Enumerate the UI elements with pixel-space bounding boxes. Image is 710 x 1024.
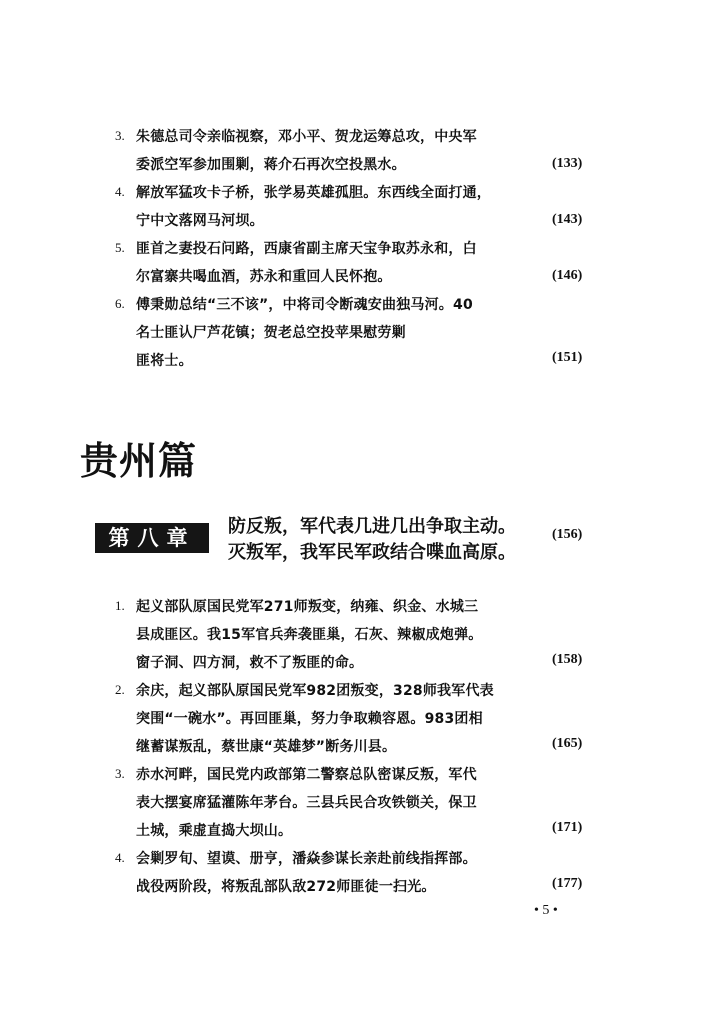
entry-text-line: 继蓄谋叛乱，蔡世康“英雄梦”断务川县。 [136,739,397,755]
chapter-title-line: 灭叛军，我军民军政结合喋血高原。 [228,542,516,563]
entry-page-number: (171) [552,820,583,835]
entry-number: 4. [115,184,125,199]
section-title: 贵州篇 [80,439,198,483]
entry-number: 5. [115,240,125,255]
page-number: • 5 • [534,903,558,918]
entry-text-line: 突围“一碗水”。再回匪巢，努力争取赖容恩。983团相 [136,711,483,727]
entry-text-line: 朱德总司令亲临视察，邓小平、贺龙运筹总攻，中央军 [136,129,477,145]
entry-number: 3. [115,766,125,781]
entry-text-line: 土城，乘虚直捣大坝山。 [136,823,293,839]
chapter-label: 第八章 [95,523,209,553]
entry-number: 4. [115,850,125,865]
entry-text-line: 表大摆宴席猛灌陈年茅台。三县兵民合攻铁锁关，保卫 [136,795,477,811]
entry-text-line: 傅秉勋总结“三不该”，中将司令断魂安曲独马河。40 [136,297,473,313]
entry-text-line: 解放军猛攻卡子桥，张学易英雄孤胆。东西线全面打通， [136,185,491,201]
entry-page-number: (143) [552,212,583,227]
entry-page-number: (177) [552,876,583,891]
entry-page-number: (165) [552,736,583,751]
chapter-page-number: (156) [552,527,583,542]
entry-number: 1. [115,598,125,613]
entry-text-line: 匪将士。 [136,353,193,369]
entry-text-line: 战役两阶段，将叛乱部队敌272师匪徒一扫光。 [136,879,436,895]
entry-page-number: (151) [552,350,583,365]
entry-text-line: 县成匪区。我15军官兵奔袭匪巢，石灰、辣椒成炮弹。 [136,627,483,643]
entry-text-line: 余庆，起义部队原国民党军982团叛变，328师我军代表 [136,683,494,699]
entry-page-number: (158) [552,652,583,667]
entry-number: 2. [115,682,125,697]
entry-text-line: 尔富寨共喝血酒，苏永和重回人民怀抱。 [136,269,392,285]
entry-page-number: (146) [552,268,583,283]
entry-text-line: 会剿罗旬、望谟、册亨，潘焱参谋长亲赴前线指挥部。 [136,851,477,867]
entry-text-line: 窗子洞、四方洞，救不了叛匪的命。 [136,655,364,671]
entry-number: 6. [115,296,125,311]
entry-text-line: 赤水河畔，国民党内政部第二警察总队密谋反叛，军代 [136,767,477,783]
chapter-title-line: 防反叛，军代表几进几出争取主动。 [228,516,516,537]
entry-text-line: 匪首之妻投石问路，西康省副主席天宝争取苏永和，白 [136,241,477,257]
entry-number: 3. [115,128,125,143]
entry-text-line: 委派空军参加围剿，蒋介石再次空投黑水。 [136,157,406,173]
entry-text-line: 名士匪认尸芦花镇；贺老总空投苹果慰劳剿 [136,325,406,341]
entry-text-line: 起义部队原国民党军271师叛变，纳雍、织金、水城三 [136,599,479,615]
entry-text-line: 宁中文落网马河坝。 [136,213,264,229]
entry-page-number: (133) [552,156,583,171]
